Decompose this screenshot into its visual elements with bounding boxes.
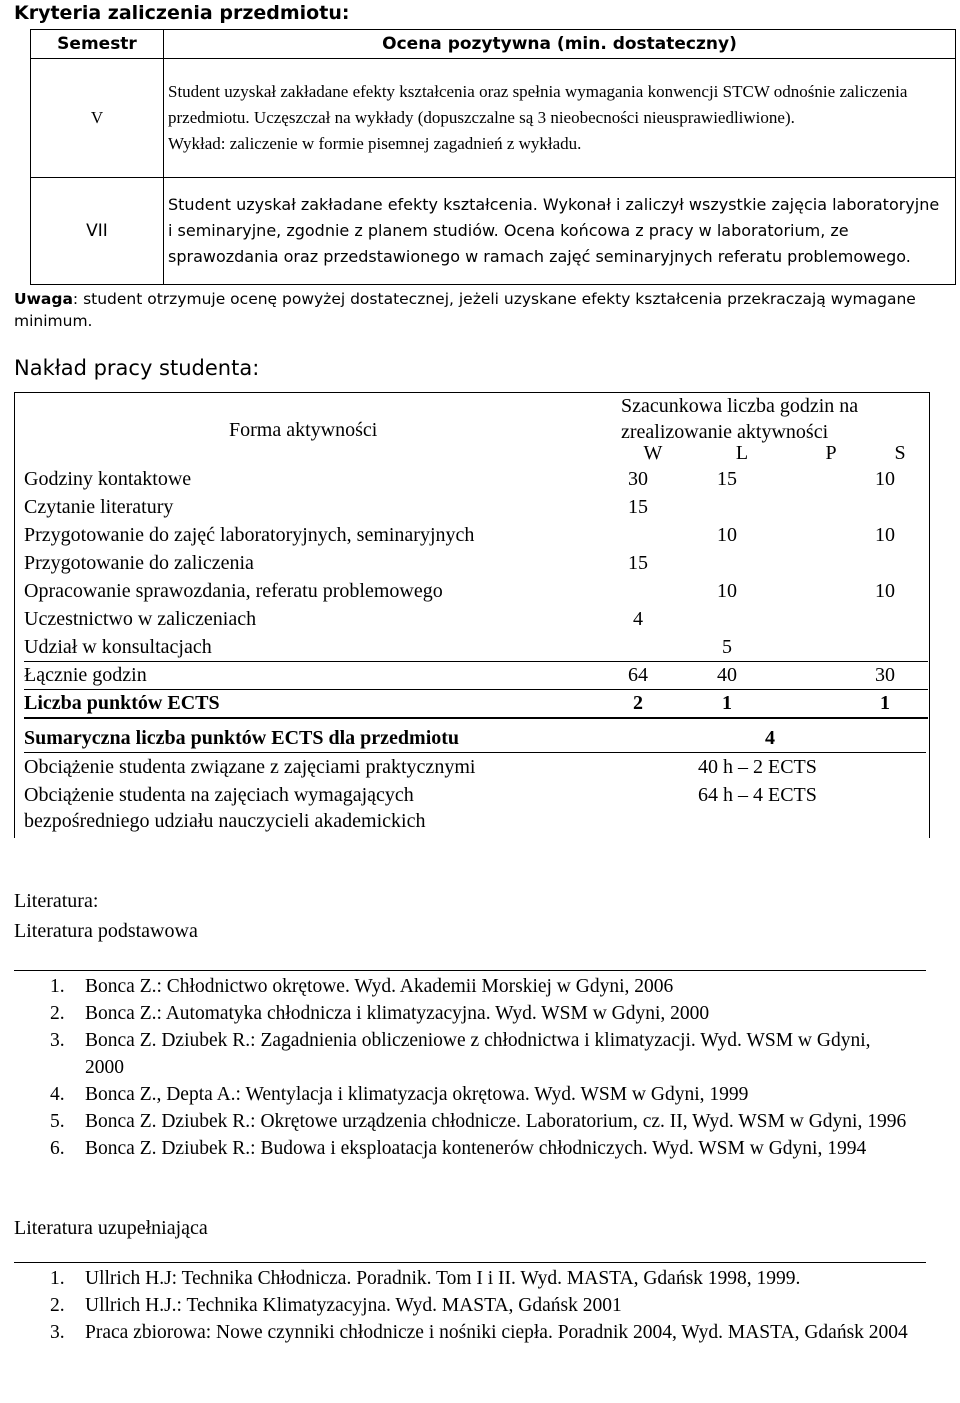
list-item: 6. Bonca Z. Dziubek R.: Budowa i eksploatacja kontenerów chłodniczych. Wyd. WSM w Gdyni, 1994 xyxy=(50,1138,867,1159)
criteria-text-vii: Student uzyskał zakładane efekty kształcenia. Wykonał i zaliczył wszystkie zajęcia laboratoryjne i seminaryjne, zgodnie z planem studiów. Ocena końcowa z pracy w laboratorium, ze sprawozdania oraz przedstawionego w ramach zajęć seminaryjnych referatu problemowego. xyxy=(164,178,956,285)
criteria-row-v xyxy=(31,59,956,178)
list-item: 2. Ullrich H.J.: Technika Klimatyzacyjna. Wyd. MASTA, Gdańsk 2001 xyxy=(50,1295,622,1316)
practical-value: 40 h – 2 ECTS xyxy=(698,756,817,778)
sum-underline xyxy=(24,752,926,753)
workload-cell-w: 4 xyxy=(633,608,643,630)
col-semestr: Semestr xyxy=(31,30,164,59)
workload-row-underline xyxy=(24,661,928,662)
workload-cell-w: 30 xyxy=(628,468,648,490)
criteria-text-v xyxy=(164,59,956,178)
list-item: 2. Bonca Z.: Automatyka chłodnicza i klimatyzacyjna. Wyd. WSM w Gdyni, 2000 xyxy=(50,1003,710,1024)
list-item: 3. Praca zbiorowa: Nowe czynniki chłodnicze i nośniki ciepła. Poradnik 2004, Wyd. MASTA, Gdańsk 2004 xyxy=(50,1322,908,1343)
semestr-v: V xyxy=(31,59,164,178)
sub-p: P xyxy=(825,442,837,464)
workload-row-label: Przygotowanie do zajęć laboratoryjnych, seminaryjnych xyxy=(24,524,475,546)
workload-cell-l: 15 xyxy=(717,468,737,490)
list-item: 3. Bonca Z. Dziubek R.: Zagadnienia obliczeniowe z chłodnictwa i klimatyzacji. Wyd. WSM w Gdyni, 2000 xyxy=(50,1030,871,1078)
workload-cell-s: 30 xyxy=(875,664,895,686)
list-item: 4. Bonca Z., Depta A.: Wentylacja i klimatyzacja okrętowa. Wyd. WSM w Gdyni, 1999 xyxy=(50,1084,749,1105)
workload-cell-l: 10 xyxy=(717,524,737,546)
literature-supp-list xyxy=(50,1265,910,1346)
criteria-header-row xyxy=(31,30,956,59)
literature-heading: Literatura: xyxy=(14,890,99,912)
col-ocena: Ocena pozytywna (min. dostateczny) xyxy=(164,30,956,59)
workload-row-label: Czytanie literatury xyxy=(24,496,174,518)
criteria-text-v-1: Student uzyskał zakładane efekty kształcenia oraz spełnia wymagania konwencji STCW odnośnie zaliczenia przedmiotu. Uczęszczał na wykłady (dopuszczalne są 3 nieobecności nieusprawiedliwione). xyxy=(168,82,908,127)
workload-row-label: Przygotowanie do zaliczenia xyxy=(24,552,254,574)
workload-row-label: Godziny kontaktowe xyxy=(24,468,192,490)
sum-label: Sumaryczna liczba punktów ECTS dla przedmiotu xyxy=(24,727,460,749)
workload-cell-s: 10 xyxy=(875,524,895,546)
note-text: : student otrzymuje ocenę powyżej dostatecznej, jeżeli uzyskane efekty kształcenia przekraczają wymagane minimum. xyxy=(14,290,916,330)
workload-cell-w: 15 xyxy=(628,552,648,574)
practical-label: Obciążenie studenta związane z zajęciami praktycznymi xyxy=(24,756,476,778)
sub-l: L xyxy=(735,442,749,464)
direct-label-1: Obciążenie studenta na zajęciach wymagających xyxy=(24,784,414,806)
workload-cell-w: 64 xyxy=(628,664,648,686)
note-label: Uwaga xyxy=(14,290,73,308)
sub-s: S xyxy=(894,442,906,464)
criteria-row-vii xyxy=(31,178,956,285)
criteria-heading: Kryteria zaliczenia przedmiotu: xyxy=(14,2,350,24)
col-hours: Szacunkowa liczba godzin na zrealizowanie aktywności xyxy=(621,395,859,443)
workload-cell-s: 10 xyxy=(875,580,895,602)
literature-basic-heading: Literatura podstawowa xyxy=(14,920,198,942)
workload-row-label: Udział w konsultacjach xyxy=(24,636,212,658)
criteria-text-v-2: Wykład: zaliczenie w formie pisemnej zagadnień z wykładu. xyxy=(168,134,582,153)
workload-row-underline xyxy=(24,717,928,719)
workload-cell-l: 10 xyxy=(717,580,737,602)
workload-cell-w: 15 xyxy=(628,496,648,518)
list-item: 5. Bonca Z. Dziubek R.: Okrętowe urządzenia chłodnicze. Laboratorium, cz. II, Wyd. WSM w Gdyni, 1996 xyxy=(50,1111,907,1132)
criteria-table xyxy=(30,29,956,285)
direct-value: 64 h – 4 ECTS xyxy=(698,784,817,806)
sub-w: W xyxy=(643,442,663,464)
literature-supp-divider xyxy=(14,1262,926,1263)
literature-supp-heading: Literatura uzupełniająca xyxy=(14,1217,208,1239)
literature-basic-list xyxy=(50,973,910,1162)
criteria-note xyxy=(14,288,944,332)
semestr-vii: VII xyxy=(31,178,164,285)
workload-cell-w: 2 xyxy=(633,692,643,714)
workload-cell-l: 5 xyxy=(722,636,732,658)
sum-value: 4 xyxy=(765,727,775,749)
direct-label-2: bezpośredniego udziału nauczycieli akademickich xyxy=(24,810,426,832)
col-forma: Forma aktywności xyxy=(229,419,378,441)
workload-cell-s: 1 xyxy=(880,692,890,714)
workload-row-underline xyxy=(24,689,928,690)
workload-row-label: Łącznie godzin xyxy=(24,664,147,686)
workload-cell-s: 10 xyxy=(875,468,895,490)
workload-row-label: Uczestnictwo w zaliczeniach xyxy=(24,608,257,630)
list-item: 1. Ullrich H.J: Technika Chłodnicza. Poradnik. Tom I i II. Wyd. MASTA, Gdańsk 1998, 1999. xyxy=(50,1268,801,1289)
literature-basic-divider xyxy=(14,970,926,971)
workload-cell-l: 40 xyxy=(717,664,737,686)
workload-row-label: Liczba punktów ECTS xyxy=(24,692,220,714)
workload-heading: Nakład pracy studenta: xyxy=(14,356,260,380)
workload-cell-l: 1 xyxy=(722,692,732,714)
list-item: 1. Bonca Z.: Chłodnictwo okrętowe. Wyd. Akademii Morskiej w Gdyni, 2006 xyxy=(50,976,674,997)
workload-row-label: Opracowanie sprawozdania, referatu problemowego xyxy=(24,580,443,602)
